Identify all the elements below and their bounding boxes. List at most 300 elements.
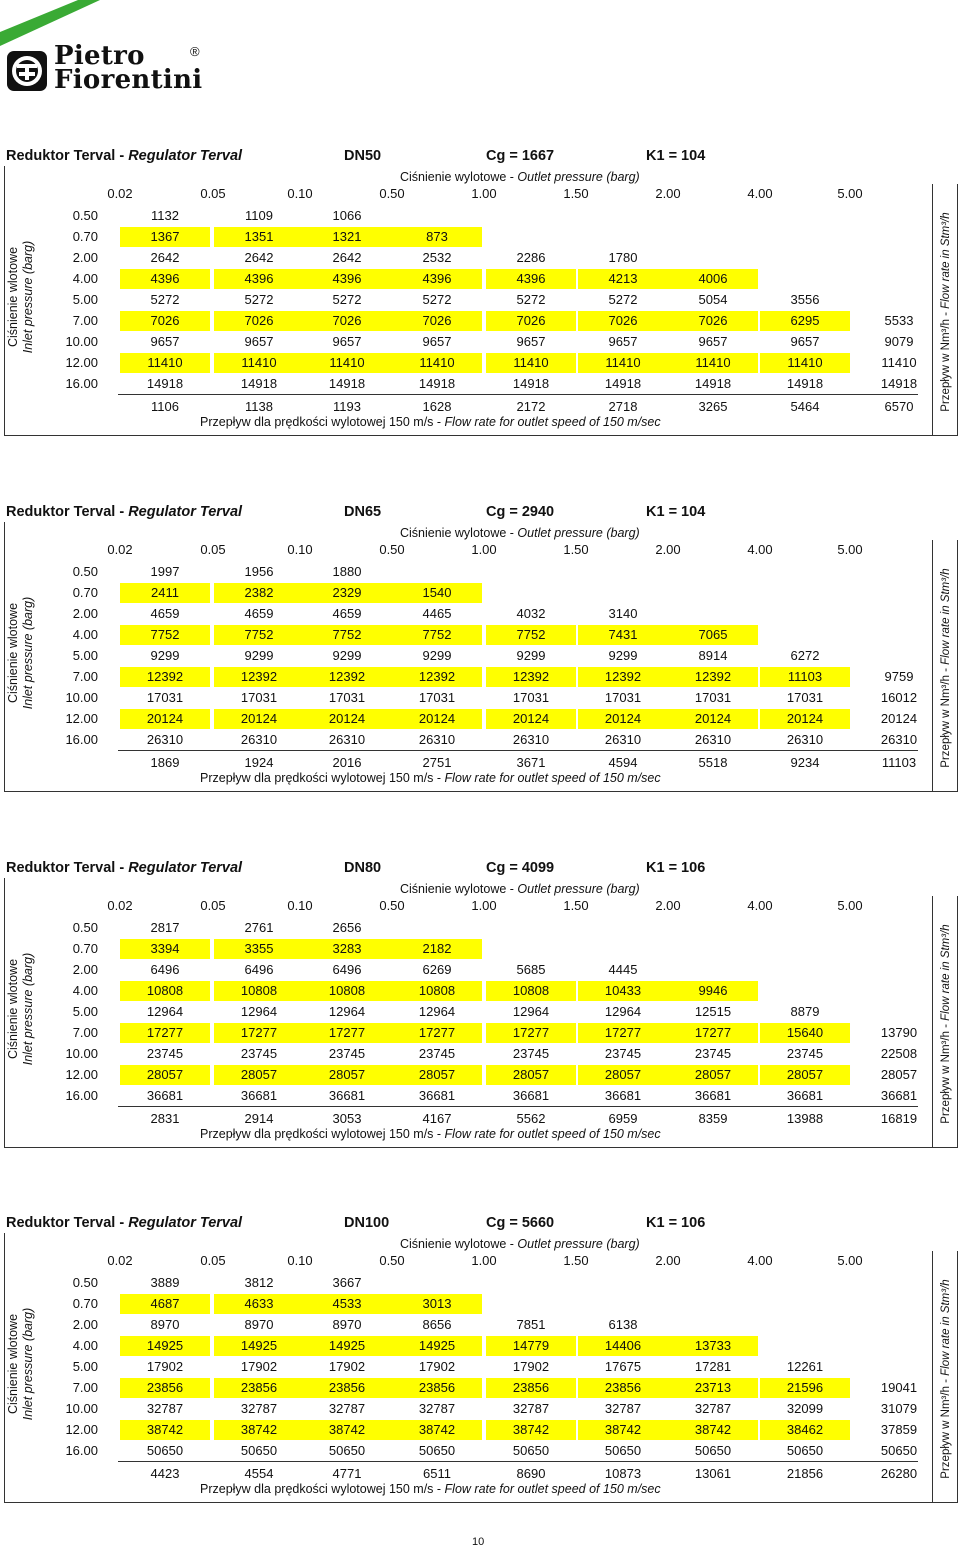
flow-cell: 17902: [512, 1359, 550, 1374]
table-title: [6, 1215, 242, 1231]
outlet-label-polish: Ciśnienie wylotowe -: [400, 526, 518, 540]
flow-cell: 3140: [608, 606, 638, 621]
flow-cell: 14918: [146, 376, 184, 391]
flow-cell: 23856: [392, 1378, 482, 1398]
cg-coefficient: Cg = 4099: [486, 860, 555, 876]
flow-cell: 1066: [332, 208, 362, 223]
inlet-pressure-label: [6, 1265, 40, 1463]
nominal-diameter: DN50: [344, 148, 382, 164]
inlet-pressure-label: [6, 910, 40, 1108]
flow-cell: 20124: [302, 709, 392, 729]
flow-cell: 14925: [302, 1336, 392, 1356]
regulator-table-section: [0, 504, 960, 834]
table-row: [48, 981, 918, 1001]
table-title: [6, 504, 242, 520]
inlet-pressure-value: 0.70: [72, 585, 98, 600]
flow-cell: 32099: [786, 1401, 824, 1416]
flow-cell: 7026: [214, 311, 304, 331]
flow-cell: 17031: [604, 690, 642, 705]
inlet-label-english: Inlet pressure (barg): [21, 596, 35, 710]
inlet-pressure-value: 7.00: [72, 669, 98, 684]
flow-cell: 32787: [604, 1401, 642, 1416]
flow-cell: 8914: [698, 648, 728, 663]
outlet-pressure-title: [400, 170, 640, 184]
flow-cell: 14918: [604, 376, 642, 391]
flow-cell: 4687: [120, 1294, 210, 1314]
flow-cell: 12392: [486, 667, 576, 687]
flow-cell: 36681: [328, 1088, 366, 1103]
flow-cell: 10808: [214, 981, 304, 1001]
inlet-pressure-value: 0.50: [72, 1275, 98, 1290]
flow-cell: 38742: [486, 1420, 576, 1440]
inlet-pressure-value: 12.00: [65, 355, 98, 370]
flow-cell: 7851: [516, 1317, 546, 1332]
flow-cell: 17902: [418, 1359, 456, 1374]
flow-cell: 4445: [608, 962, 638, 977]
inlet-label-polish: Ciśnienie wlotowe: [6, 1313, 20, 1415]
table-title: [6, 860, 242, 876]
flow-cell: 9299: [422, 648, 452, 663]
k1-coefficient: K1 = 106: [646, 860, 706, 876]
brand-name: [54, 41, 203, 95]
flow-cell: 9299: [332, 648, 362, 663]
outlet-pressure-header: 0.05: [200, 542, 226, 557]
flow-cell: 23745: [328, 1046, 366, 1061]
flow-label-english: Flow rate in Stm³/h: [940, 568, 952, 665]
inlet-pressure-value: 5.00: [72, 1004, 98, 1019]
flow-cell: 9299: [150, 648, 180, 663]
table-row: [48, 332, 918, 352]
flow-cell: 17277: [392, 1023, 482, 1043]
flow-cell: 7752: [120, 625, 210, 645]
flow-cell: 16012: [880, 690, 918, 705]
flow-cell: 1956: [244, 564, 274, 579]
k1-coefficient: K1 = 104: [646, 148, 706, 164]
flow-label-polish: Przepływ w Nm³/h -: [940, 308, 952, 412]
speed-flow-cell: 8359: [698, 1111, 728, 1126]
speed-caption-polish: Przepływ dla prędkości wylotowej 150 m/s -: [200, 1482, 445, 1496]
flow-cell: 26310: [880, 732, 918, 747]
speed-flow-cell: 26280: [880, 1466, 918, 1481]
flow-cell: 14918: [418, 376, 456, 391]
flow-cell: 19041: [880, 1380, 918, 1395]
flow-cell: 2286: [516, 250, 546, 265]
flow-cell: 13733: [668, 1336, 758, 1356]
speed-flow-cell: 5464: [790, 399, 820, 414]
flow-cell: 11410: [392, 353, 482, 373]
flow-cell: 23745: [694, 1046, 732, 1061]
speed-flow-cell: 3265: [698, 399, 728, 414]
speed-flow-cell: 3053: [332, 1111, 362, 1126]
speed-flow-row: [48, 397, 918, 417]
outlet-pressure-header: 0.02: [107, 898, 133, 913]
flow-cell: 4659: [332, 606, 362, 621]
flow-cell: 5272: [244, 292, 274, 307]
flow-cell: 12392: [392, 667, 482, 687]
inlet-label-polish: Ciśnienie wlotowe: [6, 958, 20, 1060]
inlet-label-polish: Ciśnienie wlotowe: [6, 602, 20, 704]
flow-cell: 6272: [790, 648, 820, 663]
divider: [118, 394, 918, 395]
flow-cell: 23856: [578, 1378, 668, 1398]
flow-cell: 9657: [422, 334, 452, 349]
flow-cell: 11410: [881, 355, 917, 370]
k1-coefficient: K1 = 104: [646, 504, 706, 520]
speed-flow-cell: 6570: [884, 399, 914, 414]
table-row: [48, 646, 918, 666]
flow-cell: 7026: [392, 311, 482, 331]
table-row: [48, 1378, 918, 1398]
flow-cell: 14918: [786, 376, 824, 391]
flow-cell: 23713: [668, 1378, 758, 1398]
table-row: [48, 688, 918, 708]
flow-cell: 7431: [578, 625, 668, 645]
flow-cell: 9299: [608, 648, 638, 663]
title-english: Regulator Terval: [128, 504, 243, 520]
flow-cell: 32787: [512, 1401, 550, 1416]
inlet-pressure-value: 12.00: [65, 1067, 98, 1082]
flow-cell: 26310: [512, 732, 550, 747]
table-heading: [6, 504, 956, 524]
speed-caption: [200, 1482, 661, 1496]
flow-cell: 10433: [578, 981, 668, 1001]
outlet-label-polish: Ciśnienie wylotowe -: [400, 170, 518, 184]
table-row: [48, 730, 918, 750]
table-row: [48, 918, 918, 938]
cg-coefficient: Cg = 5660: [486, 1215, 555, 1231]
flow-cell: 23745: [240, 1046, 278, 1061]
table-heading: [6, 860, 956, 880]
flow-cell: 28057: [486, 1065, 576, 1085]
table-row: [48, 353, 918, 373]
flow-cell: 26310: [694, 732, 732, 747]
flow-cell: 26310: [146, 732, 184, 747]
flow-cell: 4396: [302, 269, 392, 289]
outlet-label-english: Outlet pressure (barg): [517, 882, 640, 896]
flow-label-polish: Przepływ w Nm³/h -: [940, 664, 952, 768]
table-row: [48, 1420, 918, 1440]
flow-cell: 4396: [214, 269, 304, 289]
flow-cell: 5533: [884, 313, 914, 328]
flow-cell: 7026: [578, 311, 668, 331]
flow-cell: 12964: [240, 1004, 278, 1019]
flow-cell: 7026: [486, 311, 576, 331]
flow-cell: 21596: [760, 1378, 850, 1398]
outlet-pressure-header: 1.50: [563, 542, 589, 557]
outlet-pressure-header: 0.05: [200, 1253, 226, 1268]
flow-cell: 7752: [392, 625, 482, 645]
flow-cell: 50650: [604, 1443, 642, 1458]
outlet-pressure-header: 0.50: [379, 898, 405, 913]
flow-cell: 17675: [604, 1359, 642, 1374]
flow-cell: 17277: [214, 1023, 304, 1043]
title-polish: Reduktor Terval -: [6, 504, 129, 520]
table-row: [48, 374, 918, 394]
flow-cell: 11410: [486, 353, 576, 373]
flow-cell: 23856: [120, 1378, 210, 1398]
inlet-pressure-value: 10.00: [65, 690, 98, 705]
flow-cell: 14918: [328, 376, 366, 391]
flow-cell: 4396: [486, 269, 576, 289]
inlet-pressure-value: 16.00: [65, 732, 98, 747]
inlet-pressure-value: 0.70: [72, 941, 98, 956]
outlet-pressure-header: 2.00: [655, 898, 681, 913]
inlet-label-english: Inlet pressure (barg): [21, 952, 35, 1066]
flow-cell: 36681: [512, 1088, 550, 1103]
speed-flow-cell: 6959: [608, 1111, 638, 1126]
speed-flow-cell: 10873: [604, 1466, 642, 1481]
flow-label-english: Flow rate in Stm³/h: [940, 924, 952, 1021]
table-row: [48, 1086, 918, 1106]
flow-cell: 38742: [302, 1420, 392, 1440]
flow-cell: 32787: [146, 1401, 184, 1416]
table-row: [48, 1336, 918, 1356]
flow-cell: 11410: [578, 353, 668, 373]
flow-cell: 14918: [240, 376, 278, 391]
outlet-pressure-header: 0.50: [379, 1253, 405, 1268]
flow-cell: 5272: [332, 292, 362, 307]
outlet-pressure-header: 1.50: [563, 1253, 589, 1268]
flow-cell: 22508: [880, 1046, 918, 1061]
outlet-pressure-header: 2.00: [655, 1253, 681, 1268]
flow-cell: 4633: [214, 1294, 304, 1314]
outlet-pressure-header: 5.00: [837, 1253, 863, 1268]
flow-cell: 12392: [302, 667, 392, 687]
flow-cell: 9759: [884, 669, 914, 684]
speed-caption-english: Flow rate for outlet speed of 150 m/sec: [444, 415, 661, 429]
flow-cell: 9079: [884, 334, 914, 349]
flow-cell: 32787: [694, 1401, 732, 1416]
speed-caption-english: Flow rate for outlet speed of 150 m/sec: [444, 1127, 661, 1141]
flow-cell: 2642: [332, 250, 362, 265]
speed-flow-row: [48, 1109, 918, 1129]
flow-cell: 9657: [516, 334, 546, 349]
flow-cell: 1351: [214, 227, 304, 247]
inlet-pressure-value: 2.00: [72, 606, 98, 621]
inlet-pressure-value: 10.00: [65, 1401, 98, 1416]
flow-cell: 1780: [608, 250, 638, 265]
flow-cell: 36681: [880, 1088, 918, 1103]
flow-cell: 28057: [668, 1065, 758, 1085]
flow-cell: 3355: [214, 939, 304, 959]
inlet-pressure-value: 0.50: [72, 564, 98, 579]
flow-cell: 2182: [392, 939, 482, 959]
flow-cell: 4659: [244, 606, 274, 621]
inlet-pressure-value: 16.00: [65, 376, 98, 391]
flow-cell: 17031: [240, 690, 278, 705]
outlet-pressure-header: 5.00: [837, 898, 863, 913]
inlet-pressure-value: 12.00: [65, 1422, 98, 1437]
flow-cell: 6496: [332, 962, 362, 977]
flow-cell: 7752: [302, 625, 392, 645]
table-row: [48, 1002, 918, 1022]
inlet-pressure-value: 0.50: [72, 920, 98, 935]
inlet-pressure-value: 7.00: [72, 313, 98, 328]
outlet-pressure-header: 2.00: [655, 186, 681, 201]
table-row: [48, 960, 918, 980]
flow-cell: 6269: [422, 962, 452, 977]
speed-flow-cell: 9234: [790, 755, 820, 770]
flow-cell: 36681: [786, 1088, 824, 1103]
outlet-pressure-header: 0.02: [107, 542, 133, 557]
flow-cell: 50650: [786, 1443, 824, 1458]
flow-cell: 50650: [512, 1443, 550, 1458]
flow-cell: 12964: [604, 1004, 642, 1019]
flow-cell: 28057: [120, 1065, 210, 1085]
flow-cell: 4396: [120, 269, 210, 289]
flow-cell: 7065: [668, 625, 758, 645]
outlet-label-english: Outlet pressure (barg): [517, 526, 640, 540]
table-row: [48, 667, 918, 687]
flow-cell: 36681: [418, 1088, 456, 1103]
speed-flow-cell: 5518: [698, 755, 728, 770]
flow-cell: 37859: [880, 1422, 918, 1437]
flow-cell: 14406: [578, 1336, 668, 1356]
flow-cell: 12392: [578, 667, 668, 687]
flow-cell: 50650: [328, 1443, 366, 1458]
flow-cell: 6138: [608, 1317, 638, 1332]
flow-cell: 2329: [302, 583, 392, 603]
outlet-pressure-header: 0.05: [200, 186, 226, 201]
flow-cell: 3013: [392, 1294, 482, 1314]
speed-flow-cell: 2914: [244, 1111, 274, 1126]
table-row: [48, 1441, 918, 1461]
inlet-pressure-value: 5.00: [72, 648, 98, 663]
divider: [118, 750, 918, 751]
flow-cell: 50650: [146, 1443, 184, 1458]
flow-cell: 15640: [760, 1023, 850, 1043]
outlet-pressure-header: 4.00: [747, 186, 773, 201]
flow-cell: 12515: [694, 1004, 732, 1019]
flow-cell: 3283: [302, 939, 392, 959]
flow-cell: 20124: [760, 709, 850, 729]
table-row: [48, 311, 918, 331]
flow-cell: 17902: [146, 1359, 184, 1374]
table-row: [48, 227, 918, 247]
brand-line-2: Fiorentini: [54, 65, 203, 95]
flow-cell: 10808: [486, 981, 576, 1001]
flow-cell: 5272: [150, 292, 180, 307]
flow-cell: 20124: [578, 709, 668, 729]
speed-flow-row: [48, 1464, 918, 1484]
flow-cell: 23745: [786, 1046, 824, 1061]
flow-cell: 17031: [418, 690, 456, 705]
flow-cell: 9657: [698, 334, 728, 349]
nominal-diameter: DN100: [344, 1215, 390, 1231]
speed-flow-cell: 1869: [150, 755, 180, 770]
inlet-pressure-value: 16.00: [65, 1443, 98, 1458]
outlet-pressure-header: 4.00: [747, 542, 773, 557]
outlet-pressure-header: 0.10: [287, 1253, 313, 1268]
cg-coefficient: Cg = 2940: [486, 504, 555, 520]
table-row: [48, 1023, 918, 1043]
flow-cell: 13790: [880, 1025, 918, 1040]
inlet-pressure-value: 4.00: [72, 627, 98, 642]
outlet-pressure-header: 1.50: [563, 898, 589, 913]
flow-cell: 10808: [392, 981, 482, 1001]
table-row: [48, 939, 918, 959]
flow-cell: 23745: [418, 1046, 456, 1061]
flow-cell: 20124: [392, 709, 482, 729]
flow-cell: 28057: [880, 1067, 918, 1082]
flow-cell: 50650: [880, 1443, 918, 1458]
flow-cell: 38462: [760, 1420, 850, 1440]
flow-cell: 28057: [578, 1065, 668, 1085]
flow-cell: 17031: [786, 690, 824, 705]
outlet-label-english: Outlet pressure (barg): [517, 170, 640, 184]
outlet-pressure-header: 1.00: [471, 542, 497, 557]
brand-logo: [0, 0, 240, 100]
cg-coefficient: Cg = 1667: [486, 148, 555, 164]
flow-cell: 2411: [120, 583, 210, 603]
divider: [118, 1461, 918, 1462]
flow-cell: 32787: [240, 1401, 278, 1416]
flow-cell: 2642: [150, 250, 180, 265]
flow-cell: 14925: [392, 1336, 482, 1356]
flow-cell: 4659: [150, 606, 180, 621]
flow-cell: 2642: [244, 250, 274, 265]
speed-flow-cell: 13061: [694, 1466, 732, 1481]
flow-label-english: Flow rate in Stm³/h: [940, 212, 952, 309]
table-row: [48, 206, 918, 226]
flow-cell: 7752: [214, 625, 304, 645]
flow-cell: 14779: [486, 1336, 576, 1356]
outlet-label-polish: Ciśnienie wylotowe -: [400, 882, 518, 896]
outlet-pressure-header: 0.02: [107, 1253, 133, 1268]
flow-cell: 5272: [516, 292, 546, 307]
flow-cell: 11103: [760, 667, 850, 687]
speed-flow-cell: 11103: [881, 755, 917, 770]
logo-mark-icon: [6, 50, 48, 92]
flow-cell: 3667: [332, 1275, 362, 1290]
speed-flow-cell: 1924: [244, 755, 274, 770]
table-row: [48, 248, 918, 268]
flow-cell: 12964: [512, 1004, 550, 1019]
flow-cell: 36681: [146, 1088, 184, 1103]
inlet-pressure-value: 4.00: [72, 271, 98, 286]
outlet-pressure-header: 0.50: [379, 186, 405, 201]
flow-cell: 32787: [328, 1401, 366, 1416]
flow-cell: 3556: [790, 292, 820, 307]
flow-cell: 12261: [786, 1359, 824, 1374]
table-row: [48, 1294, 918, 1314]
flow-cell: 8656: [422, 1317, 452, 1332]
flow-cell: 5054: [698, 292, 728, 307]
flow-cell: 3889: [150, 1275, 180, 1290]
flow-cell: 20124: [668, 709, 758, 729]
table-row: [48, 625, 918, 645]
flow-cell: 11410: [302, 353, 392, 373]
flow-cell: 23856: [486, 1378, 576, 1398]
inlet-pressure-value: 4.00: [72, 1338, 98, 1353]
table-row: [48, 1399, 918, 1419]
outlet-pressure-header: 1.50: [563, 186, 589, 201]
speed-flow-cell: 1193: [333, 399, 361, 414]
outlet-pressure-header: 1.00: [471, 898, 497, 913]
flow-cell: 38742: [214, 1420, 304, 1440]
flow-cell: 6496: [244, 962, 274, 977]
flow-cell: 23745: [604, 1046, 642, 1061]
inlet-pressure-value: 16.00: [65, 1088, 98, 1103]
flow-cell: 1321: [302, 227, 392, 247]
flow-cell: 17281: [694, 1359, 732, 1374]
flow-cell: 50650: [240, 1443, 278, 1458]
page-number: 10: [472, 1536, 485, 1548]
flow-label-polish: Przepływ w Nm³/h -: [940, 1375, 952, 1479]
speed-flow-cell: 4771: [332, 1466, 362, 1481]
speed-flow-cell: 16819: [880, 1111, 918, 1126]
outlet-pressure-header: 4.00: [747, 898, 773, 913]
